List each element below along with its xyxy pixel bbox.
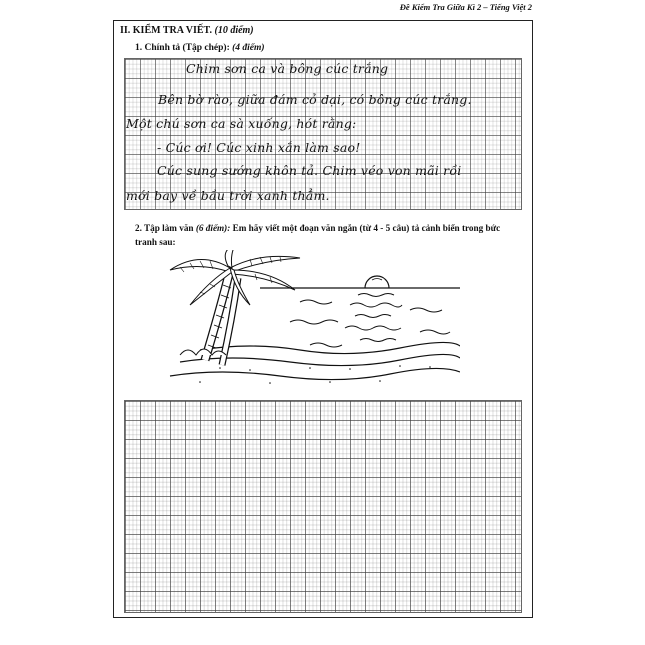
section-points: (10 điểm)	[214, 25, 254, 36]
part2-heading	[135, 221, 520, 249]
header-title: Đề Kiểm Tra Giữa Kì 2 – Tiếng Việt 2	[399, 2, 532, 12]
dictation-line-1: Chim sơn ca và bông cúc trắng	[186, 61, 389, 76]
dictation-line-5: Cúc sung sướng khôn tả. Chim véo von mãi rồi	[157, 163, 462, 178]
dictation-line-6: mới bay về bầu trời xanh thẳm.	[126, 188, 330, 203]
dictation-line-4: - Cúc ơi! Cúc xinh xắn làm sao!	[157, 140, 361, 155]
essay-writing-grid	[124, 400, 522, 613]
part2-label: 2. Tập làm văn	[135, 223, 194, 233]
part2-points: (6 điểm):	[195, 223, 231, 233]
part1-points: (4 điểm)	[232, 43, 265, 53]
part2-prompt: Em hãy viết một đoạn văn ngắn (từ 4 - 5 câu) tả cảnh biển trong bức tranh sau:	[135, 223, 501, 247]
part1-heading	[135, 43, 265, 53]
dictation-line-3: Một chú sơn ca sà xuống, hót rằng:	[126, 116, 357, 131]
beach-palm-sunset-illustration	[160, 250, 460, 388]
section-title-text: II. KIỂM TRA VIẾT.	[120, 25, 212, 36]
part1-label: 1. Chính tả (Tập chép):	[135, 43, 230, 53]
dictation-line-2: Bên bờ rào, giữa đám cỏ dại, có bông cúc trắng.	[158, 92, 472, 107]
section-title	[120, 25, 254, 36]
